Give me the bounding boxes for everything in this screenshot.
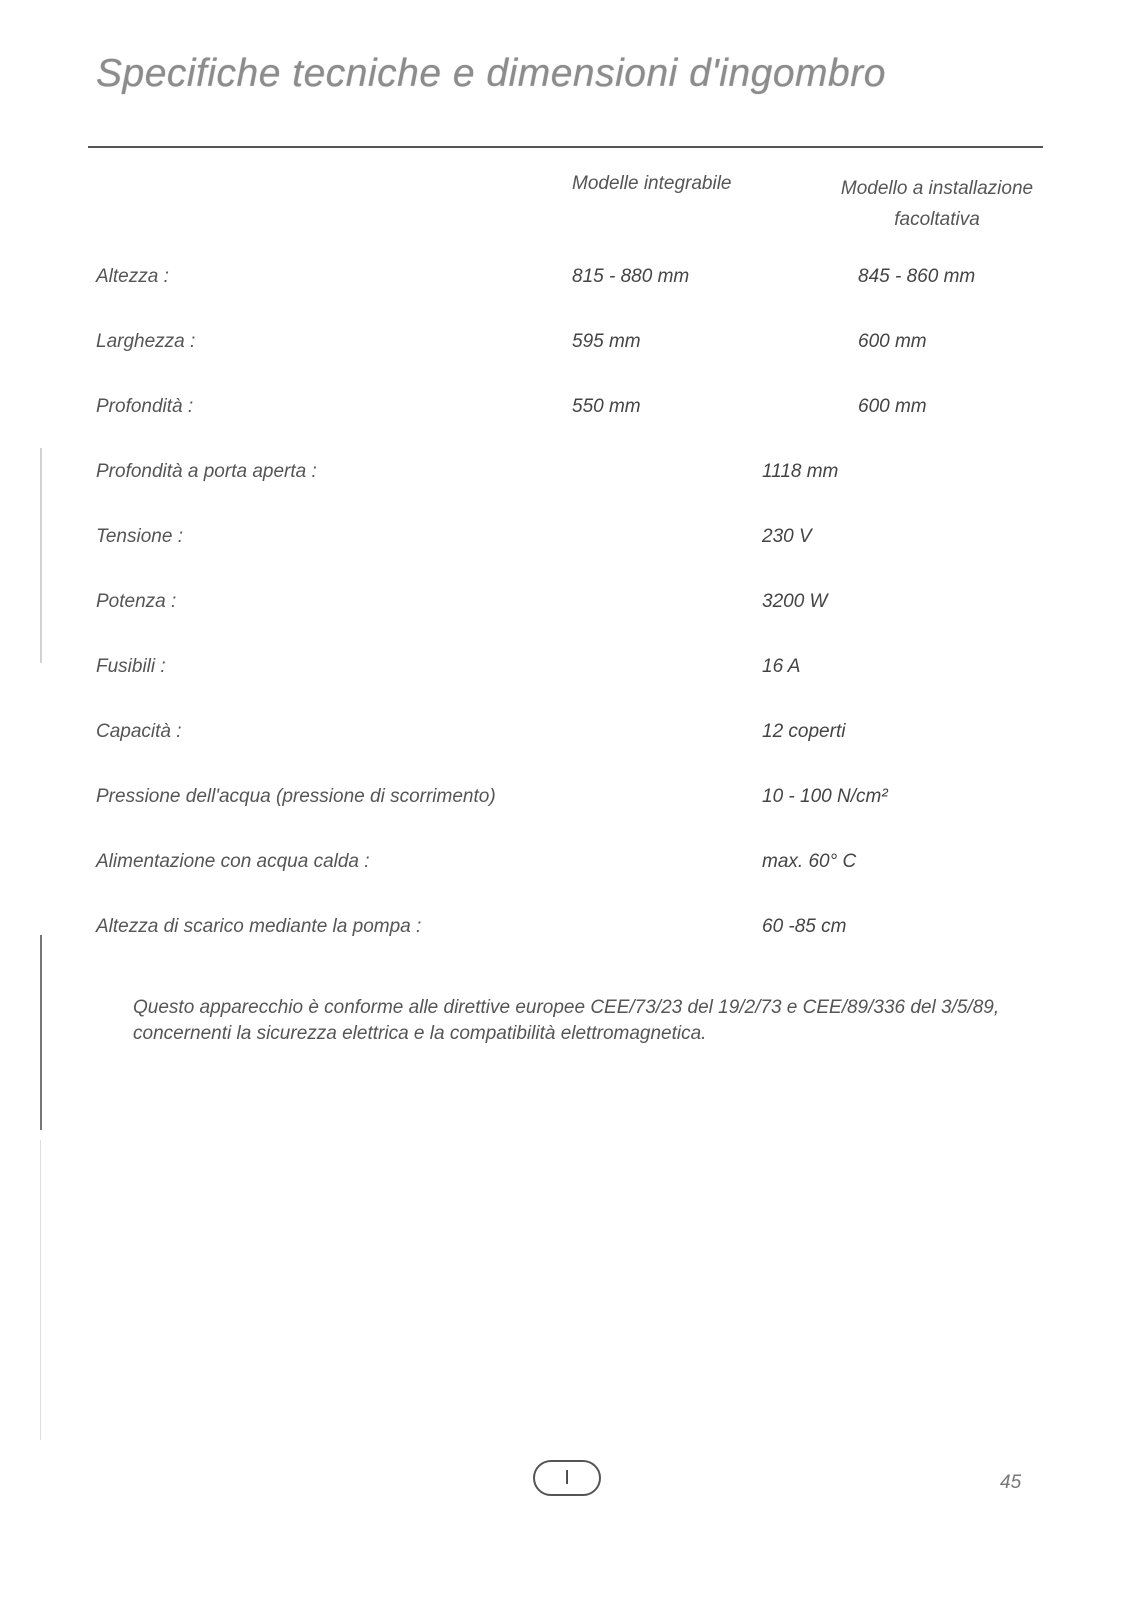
spec-value-freestanding: 600 mm xyxy=(858,396,927,417)
spec-row-larghezza xyxy=(0,331,1122,361)
spec-value-integrable: 595 mm xyxy=(572,331,641,352)
spec-label: Profondità : xyxy=(96,396,194,417)
spec-row-fusibili xyxy=(0,656,1122,686)
spec-label: Tensione : xyxy=(96,526,183,547)
spec-label: Profondità a porta aperta : xyxy=(96,461,317,482)
spec-row-altezza-scarico xyxy=(0,916,1122,946)
language-badge-label: I xyxy=(564,1466,570,1489)
column-header-freestanding-line2: facoltativa xyxy=(894,209,980,230)
column-header-freestanding-line1: Modello a installazione xyxy=(840,178,1034,199)
page-number: 45 xyxy=(1000,1472,1022,1493)
spec-value: 230 V xyxy=(762,526,812,547)
scan-margin-mark xyxy=(40,935,42,1130)
spec-label: Alimentazione con acqua calda : xyxy=(96,851,370,872)
column-header-freestanding xyxy=(826,173,1048,235)
page-title: Specifiche tecniche e dimensioni d'ingombro xyxy=(96,52,886,95)
spec-value: 10 - 100 N/cm² xyxy=(762,786,888,807)
spec-row-pressione-acqua xyxy=(0,786,1122,816)
spec-row-profondita xyxy=(0,396,1122,426)
conformity-note: Questo apparecchio è conforme alle direttive europee CEE/73/23 del 19/2/73 e CEE/89/336 del 3/5/89, concernenti la sicurezza elettrica e la compatibilità elettromagnetica. xyxy=(133,997,1000,1044)
spec-label: Altezza : xyxy=(96,266,169,287)
spec-value: 60 -85 cm xyxy=(762,916,847,937)
column-header-integrable: Modelle integrabile xyxy=(572,173,732,194)
spec-row-potenza xyxy=(0,591,1122,621)
spec-row-altezza xyxy=(0,266,1122,296)
spec-value: 16 A xyxy=(762,656,801,677)
spec-row-tensione xyxy=(0,526,1122,556)
title-divider xyxy=(88,146,1043,148)
spec-value: max. 60° C xyxy=(762,851,857,872)
spec-row-profondita-porta-aperta xyxy=(0,461,1122,491)
spec-value-freestanding: 600 mm xyxy=(858,331,927,352)
spec-label: Potenza : xyxy=(96,591,177,612)
spec-value: 3200 W xyxy=(762,591,828,612)
spec-label: Altezza di scarico mediante la pompa : xyxy=(96,916,422,937)
spec-value-integrable: 550 mm xyxy=(572,396,641,417)
language-badge xyxy=(533,1460,601,1496)
scan-margin-mark xyxy=(40,448,42,663)
spec-value-freestanding: 845 - 860 mm xyxy=(858,266,976,287)
spec-label: Fusibili : xyxy=(96,656,166,677)
spec-value: 1118 mm xyxy=(762,461,839,482)
scan-margin-mark xyxy=(40,1140,41,1440)
spec-label: Capacità : xyxy=(96,721,182,742)
spec-value-integrable: 815 - 880 mm xyxy=(572,266,690,287)
spec-value: 12 coperti xyxy=(762,721,846,742)
spec-row-alimentazione-acqua-calda xyxy=(0,851,1122,881)
spec-row-capacita xyxy=(0,721,1122,751)
spec-label: Pressione dell'acqua (pressione di scorrimento) xyxy=(96,786,496,807)
spec-label: Larghezza : xyxy=(96,331,196,352)
